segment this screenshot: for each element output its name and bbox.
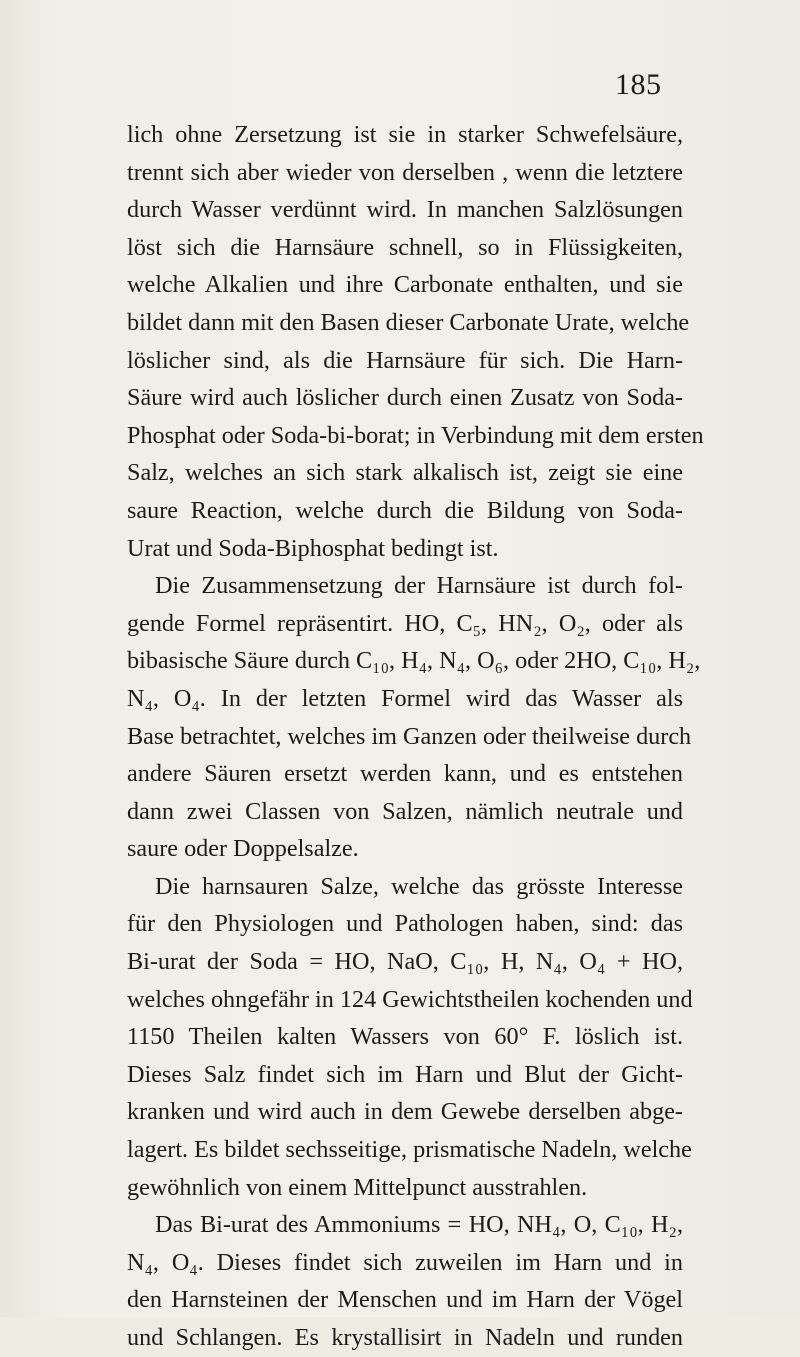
text-line: N₄, O₄. Dieses findet sich zuweilen im Harn und in	[127, 1248, 683, 1276]
text-line: Urat und Soda-Biphosphat bedingt ist.	[127, 534, 499, 562]
text-line: bildet dann mit den Basen dieser Carbonate Urate, welche	[127, 308, 690, 336]
text-line: gewöhnlich von einem Mittelpunct ausstrahlen.	[127, 1173, 588, 1201]
text-line: löst sich die Harnsäure schnell, so in Flüssigkeiten,	[127, 233, 683, 261]
text-line: bibasische Säure durch C₁₀, H₄, N₄, O₆, oder 2HO, C₁₀, H₂,	[127, 647, 701, 675]
text-line: gende Formel repräsentirt. HO, C₅, HN₂, O₂, oder als	[127, 609, 683, 637]
text-line: Säure wird auch löslicher durch einen Zusatz von Soda-	[127, 384, 683, 412]
text-line: 1150 Theilen kalten Wassers von 60° F. löslich ist.	[127, 1023, 683, 1051]
text-line: saure Reaction, welche durch die Bildung von Soda-	[127, 496, 683, 524]
text-line: und Schlangen. Es krystallisirt in Nadeln und runden	[127, 1324, 683, 1351]
text-line: welche Alkalien und ihre Carbonate enthalten, und sie	[127, 271, 683, 299]
text-line: löslicher sind, als die Harnsäure für sich. Die Harn-	[127, 346, 683, 374]
text-line: Das Bi-urat des Ammoniums = HO, NH₄, O, C₁₀, H₂,	[155, 1211, 683, 1239]
text-line: Die Zusammensetzung der Harnsäure ist durch fol-	[155, 572, 683, 600]
text-line: welches ohngefähr in 124 Gewichtstheilen kochenden und	[127, 985, 693, 1013]
text-line: dann zwei Classen von Salzen, nämlich neutrale und	[127, 797, 683, 825]
page-number: 185	[615, 68, 662, 101]
text-line: für den Physiologen und Pathologen haben, sind: das	[127, 910, 683, 938]
text-line: kranken und wird auch in dem Gewebe derselben abge-	[127, 1098, 683, 1126]
text-line: Base betrachtet, welches im Ganzen oder theilweise durch	[127, 722, 692, 750]
text-line: lich ohne Zersetzung ist sie in starker Schwefelsäure,	[127, 121, 683, 148]
body-text	[127, 116, 704, 1357]
text-line: N₄, O₄. In der letzten Formel wird das Wasser als	[127, 684, 683, 712]
text-line: Phosphat oder Soda-bi-borat; in Verbindung mit dem ersten	[127, 421, 704, 449]
text-line: Bi-urat der Soda = HO, NaO, C₁₀, H, N₄, O₄ + HO,	[127, 948, 683, 976]
text-line: andere Säuren ersetzt werden kann, und es entstehen	[127, 760, 683, 788]
text-line: den Harnsteinen der Menschen und im Harn der Vögel	[127, 1286, 683, 1314]
text-line: Dieses Salz findet sich im Harn und Blut der Gicht-	[127, 1060, 683, 1088]
text-line: lagert. Es bildet sechsseitige, prismatische Nadeln, welche	[127, 1136, 692, 1164]
text-line: durch Wasser verdünnt wird. In manchen Salzlösungen	[127, 196, 683, 224]
text-line: Salz, welches an sich stark alkalisch ist, zeigt sie eine	[127, 459, 683, 487]
text-line: trennt sich aber wieder von derselben , wenn die letztere	[127, 158, 683, 186]
text-line: saure oder Doppelsalze.	[127, 835, 359, 863]
text-line: Die harnsauren Salze, welche das grösste Interesse	[155, 872, 683, 900]
